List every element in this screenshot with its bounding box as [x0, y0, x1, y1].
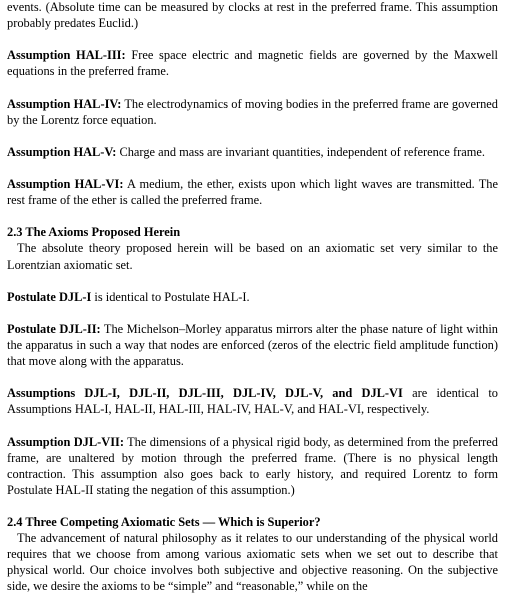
paragraph-assumption-hal-vi: [7, 176, 498, 208]
paragraph-text: The dimensions of a physical rigid body, as determined from the preferred frame, are unaltered by motion through the preferred frame. (There is no physical length contraction. This assumption also goes back to early history, and required Lorentz to form Postulate HAL-II stating the negation of this assumption.): [7, 434, 499, 497]
paragraph-assumption-hal-iii: [7, 47, 498, 79]
paragraph-lead: Assumption HAL-VI:: [7, 177, 124, 192]
section-intro-2-4: The advancement of natural philosophy as it relates to our understanding of the physical world requires that we choose from among various axiomatic sets when we set out to describe that physical world. Our choice involves both subjective and objective reasoning. On the subjective side, we desire the axioms to be “simple” and “reasonable,” while on the: [7, 531, 498, 594]
paragraph-text: A medium, the ether, exists upon which light waves are transmitted. The rest frame of the ether is called the preferred frame.: [7, 177, 499, 208]
paragraph-text: The Michelson–Morley apparatus mirrors alter the phase nature of light within the apparatus in such a way that nodes are enforced (zeros of the electric field amplitude function) that move along with the apparatus.: [7, 321, 498, 369]
section-heading-2-3: 2.3 The Axioms Proposed Herein: [7, 225, 181, 240]
paragraph-lead: Assumptions DJL-I, DJL-II, DJL-III, DJL-IV, DJL-V, and DJL-VI: [7, 386, 403, 401]
paragraph-lead: Assumption HAL-V:: [7, 144, 117, 159]
paragraph-assumptions-djl-i-vi: [7, 385, 498, 417]
paragraph-text: events. (Absolute time can be measured by clocks at rest in the preferred frame. This assumption probably predates Euclid.): [7, 0, 498, 31]
paragraph-postulate-djl-i: [7, 289, 498, 305]
paragraph-text: Charge and mass are invariant quantities, independent of reference frame.: [116, 144, 485, 159]
paragraph-assumption-hal-v: [7, 144, 498, 160]
paragraph-assumption-djl-vii: [7, 434, 498, 498]
paragraph-lead: Assumption DJL-VII:: [7, 434, 124, 449]
paragraph-assumption-hal-iv: [7, 96, 498, 128]
paragraph-lead: Postulate DJL-I: [7, 289, 92, 304]
paragraph-text: are identical to Assumptions HAL-I, HAL-II, HAL-III, HAL-IV, HAL-V, and HAL-VI, respectively.: [7, 386, 499, 417]
paragraph-postulate-djl-ii: [7, 321, 498, 369]
paragraph-lead: Assumption HAL-III:: [7, 48, 126, 63]
paragraph-text: The electrodynamics of moving bodies in the preferred frame are governed by the Lorentz force equation.: [7, 96, 498, 127]
paragraph-absolute-time: [7, 0, 498, 31]
paragraph-text: Free space electric and magnetic fields are governed by the Maxwell equations in the preferred frame.: [7, 48, 498, 79]
paragraph-lead: Postulate DJL-II:: [7, 321, 101, 336]
section-intro-2-3: The absolute theory proposed herein will be based on an axiomatic set very similar to the Lorentzian axiomatic set.: [7, 241, 498, 272]
paragraph-text: is identical to Postulate HAL-I.: [91, 289, 250, 304]
paragraph-lead: Assumption HAL-IV:: [7, 96, 122, 111]
section-heading-2-4: 2.4 Three Competing Axiomatic Sets — Which is Superior?: [7, 515, 321, 529]
